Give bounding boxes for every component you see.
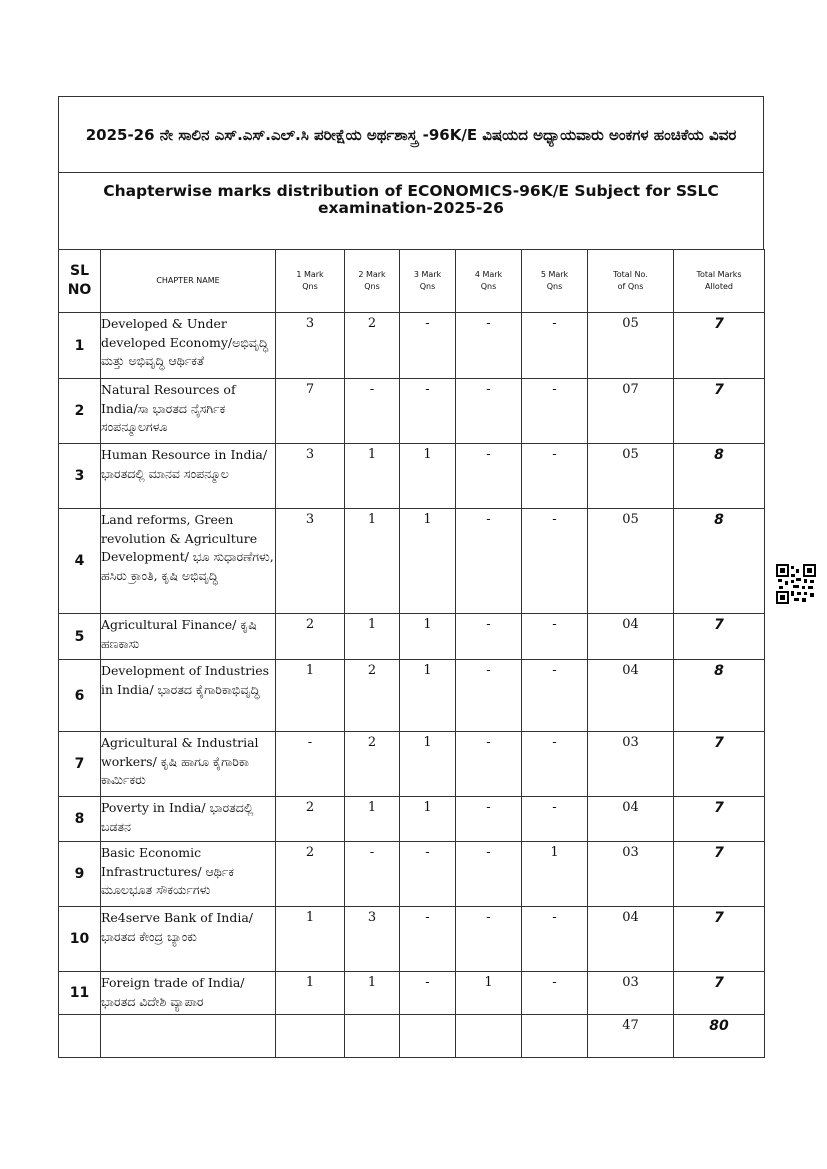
chapter-name-cell: Re4serve Bank of India/ಭಾರತದ ಕೇಂದ್ರ ಬ್ಯಾಂಕು [101, 907, 276, 972]
chapter-name-cell: Human Resource in India/ಭಾರತದಲ್ಲಿ ಮಾನವ ಸಂಪನ್ಮೂಲ [101, 444, 276, 509]
empty-cell [59, 1015, 101, 1058]
two-mark-qns-cell: 1 [345, 797, 400, 842]
three-mark-qns-cell: 1 [400, 797, 456, 842]
header-1-mark: 1 Mark Qns [276, 250, 345, 313]
qr-code-icon [776, 564, 816, 604]
header-row [59, 250, 765, 313]
three-mark-qns-cell: 1 [400, 614, 456, 660]
title-box [58, 96, 764, 249]
one-mark-qns-cell: 7 [276, 379, 345, 444]
sl-no-cell: 11 [59, 972, 101, 1015]
three-mark-qns-cell: - [400, 907, 456, 972]
total-qns-cell: 03 [588, 842, 674, 907]
total-marks-cell: 7 [674, 972, 765, 1015]
sl-no-cell: 5 [59, 614, 101, 660]
english-title: Chapterwise marks distribution of ECONOMICS-96K/E Subject for SSLC examination-2025-26 [103, 182, 719, 217]
five-mark-qns-cell: - [522, 907, 588, 972]
three-mark-qns-cell: - [400, 379, 456, 444]
header-4-mark: 4 Mark Qns [456, 250, 522, 313]
table-row [59, 509, 765, 614]
table-row [59, 907, 765, 972]
table-row [59, 614, 765, 660]
chapter-name-cell: Developed & Under developed Economy/ಅಭಿವೃದ್ಧಿ ಮತ್ತು ಅಭಿವೃದ್ಧಿ ಆರ್ಥಿಕತೆ [101, 313, 276, 379]
header-3-mark: 3 Mark Qns [400, 250, 456, 313]
header-5-mark: 5 Mark Qns [522, 250, 588, 313]
sl-no-cell: 7 [59, 732, 101, 797]
four-mark-qns-cell: - [456, 842, 522, 907]
total-qns-cell: 05 [588, 509, 674, 614]
sl-no-cell: 8 [59, 797, 101, 842]
two-mark-qns-cell: 2 [345, 732, 400, 797]
four-mark-qns-cell: - [456, 907, 522, 972]
one-mark-qns-cell: 2 [276, 797, 345, 842]
four-mark-qns-cell: 1 [456, 972, 522, 1015]
sl-no-cell: 3 [59, 444, 101, 509]
table-row [59, 732, 765, 797]
total-marks-cell: 8 [674, 444, 765, 509]
sl-no-cell: 4 [59, 509, 101, 614]
five-mark-qns-cell: - [522, 509, 588, 614]
empty-cell [101, 1015, 276, 1058]
three-mark-qns-cell: 1 [400, 660, 456, 732]
total-marks-cell: 7 [674, 842, 765, 907]
one-mark-qns-cell: 2 [276, 614, 345, 660]
two-mark-qns-cell: 1 [345, 509, 400, 614]
table-row [59, 797, 765, 842]
sl-no-cell: 2 [59, 379, 101, 444]
sl-no-cell: 6 [59, 660, 101, 732]
header-total-qns: Total No. of Qns [588, 250, 674, 313]
empty-cell [456, 1015, 522, 1058]
two-mark-qns-cell: 1 [345, 972, 400, 1015]
two-mark-qns-cell: 1 [345, 614, 400, 660]
marks-table [58, 249, 765, 1058]
table-row [59, 842, 765, 907]
four-mark-qns-cell: - [456, 797, 522, 842]
table-row [59, 972, 765, 1015]
three-mark-qns-cell: 1 [400, 444, 456, 509]
total-qns-cell: 05 [588, 313, 674, 379]
one-mark-qns-cell: - [276, 732, 345, 797]
five-mark-qns-cell: - [522, 614, 588, 660]
table-row [59, 379, 765, 444]
chapter-name-cell: Development of Industries in India/ ಭಾರತದ ಕೈಗಾರಿಕಾಭಿವೃದ್ಧಿ [101, 660, 276, 732]
total-marks-cell: 7 [674, 313, 765, 379]
two-mark-qns-cell: 3 [345, 907, 400, 972]
two-mark-qns-cell: - [345, 842, 400, 907]
three-mark-qns-cell: - [400, 972, 456, 1015]
chapter-name-cell: Poverty in India/ ಭಾರತದಲ್ಲಿ ಬಡತನ [101, 797, 276, 842]
header-chapter-name: CHAPTER NAME [101, 250, 276, 313]
four-mark-qns-cell: - [456, 509, 522, 614]
one-mark-qns-cell: 3 [276, 509, 345, 614]
total-marks-cell: 8 [674, 509, 765, 614]
table-row [59, 444, 765, 509]
kannada-title: 2025-26 ನೇ ಸಾಲಿನ ಎಸ್.ಎಸ್.ಎಲ್.ಸಿ ಪರೀಕ್ಷೆಯ ಅರ್ಥಶಾಸ್ತ್ರ -96K/E ವಿಷಯದ ಅಧ್ಯಾಯವಾರು ಅಂಕಗಳ ಹಂಚಿಕೆಯ ವಿವರ [59, 97, 763, 173]
grand-total-marks-cell: 80 [674, 1015, 765, 1058]
chapter-name-cell: Foreign trade of India/ ಭಾರತದ ವಿದೇಶಿ ವ್ಯಾಪಾರ [101, 972, 276, 1015]
total-marks-cell: 7 [674, 732, 765, 797]
two-mark-qns-cell: - [345, 379, 400, 444]
four-mark-qns-cell: - [456, 732, 522, 797]
empty-cell [400, 1015, 456, 1058]
total-qns-cell: 07 [588, 379, 674, 444]
four-mark-qns-cell: - [456, 313, 522, 379]
total-marks-cell: 7 [674, 907, 765, 972]
three-mark-qns-cell: 1 [400, 509, 456, 614]
totals-row [59, 1015, 765, 1058]
five-mark-qns-cell: - [522, 732, 588, 797]
marks-distribution-document [58, 96, 764, 1058]
four-mark-qns-cell: - [456, 660, 522, 732]
two-mark-qns-cell: 2 [345, 313, 400, 379]
five-mark-qns-cell: 1 [522, 842, 588, 907]
five-mark-qns-cell: - [522, 313, 588, 379]
one-mark-qns-cell: 3 [276, 444, 345, 509]
five-mark-qns-cell: - [522, 660, 588, 732]
total-qns-cell: 03 [588, 972, 674, 1015]
table-row [59, 660, 765, 732]
total-qns-cell: 05 [588, 444, 674, 509]
three-mark-qns-cell: 1 [400, 732, 456, 797]
four-mark-qns-cell: - [456, 444, 522, 509]
empty-cell [276, 1015, 345, 1058]
total-qns-cell: 04 [588, 614, 674, 660]
five-mark-qns-cell: - [522, 444, 588, 509]
chapter-name-cell: Land reforms, Green revolution & Agriculture Development/ ಭೂ ಸುಧಾರಣೆಗಳು, ಹಸಿರು ಕ್ರಾಂತಿ, ಕೃಷಿ ಅಭಿವೃದ್ಧಿ [101, 509, 276, 614]
sl-no-cell: 10 [59, 907, 101, 972]
header-total-marks: Total Marks Alloted [674, 250, 765, 313]
sl-no-cell: 9 [59, 842, 101, 907]
chapter-name-cell: Basic Economic Infrastructures/ ಆರ್ಥಿಕ ಮೂಲಭೂತ ಸೌಕರ್ಯಗಳು [101, 842, 276, 907]
chapter-name-cell: Agricultural & Industrial workers/ ಕೃಷಿ ಹಾಗೂ ಕೈಗಾರಿಕಾ ಕಾರ್ಮಿಕರು [101, 732, 276, 797]
table-row [59, 313, 765, 379]
total-qns-cell: 03 [588, 732, 674, 797]
total-marks-cell: 7 [674, 797, 765, 842]
header-sl-no: SL NO [59, 250, 101, 313]
empty-cell [522, 1015, 588, 1058]
one-mark-qns-cell: 1 [276, 972, 345, 1015]
one-mark-qns-cell: 1 [276, 907, 345, 972]
grand-total-qns-cell: 47 [588, 1015, 674, 1058]
two-mark-qns-cell: 2 [345, 660, 400, 732]
sl-no-cell: 1 [59, 313, 101, 379]
three-mark-qns-cell: - [400, 313, 456, 379]
total-marks-cell: 7 [674, 379, 765, 444]
one-mark-qns-cell: 2 [276, 842, 345, 907]
total-marks-cell: 7 [674, 614, 765, 660]
five-mark-qns-cell: - [522, 379, 588, 444]
five-mark-qns-cell: - [522, 797, 588, 842]
chapter-name-cell: Agricultural Finance/ ಕೃಷಿ ಹಣಕಾಸು [101, 614, 276, 660]
empty-cell [345, 1015, 400, 1058]
chapter-name-cell: Natural Resources of India/ಸಾ ಭಾರತದ ನೈಸರ್ಗಿಕ ಸಂಪನ್ಮೂಲಗಳೂ [101, 379, 276, 444]
four-mark-qns-cell: - [456, 614, 522, 660]
total-qns-cell: 04 [588, 660, 674, 732]
total-qns-cell: 04 [588, 907, 674, 972]
total-qns-cell: 04 [588, 797, 674, 842]
one-mark-qns-cell: 1 [276, 660, 345, 732]
one-mark-qns-cell: 3 [276, 313, 345, 379]
total-marks-cell: 8 [674, 660, 765, 732]
three-mark-qns-cell: - [400, 842, 456, 907]
header-2-mark: 2 Mark Qns [345, 250, 400, 313]
two-mark-qns-cell: 1 [345, 444, 400, 509]
five-mark-qns-cell: - [522, 972, 588, 1015]
four-mark-qns-cell: - [456, 379, 522, 444]
